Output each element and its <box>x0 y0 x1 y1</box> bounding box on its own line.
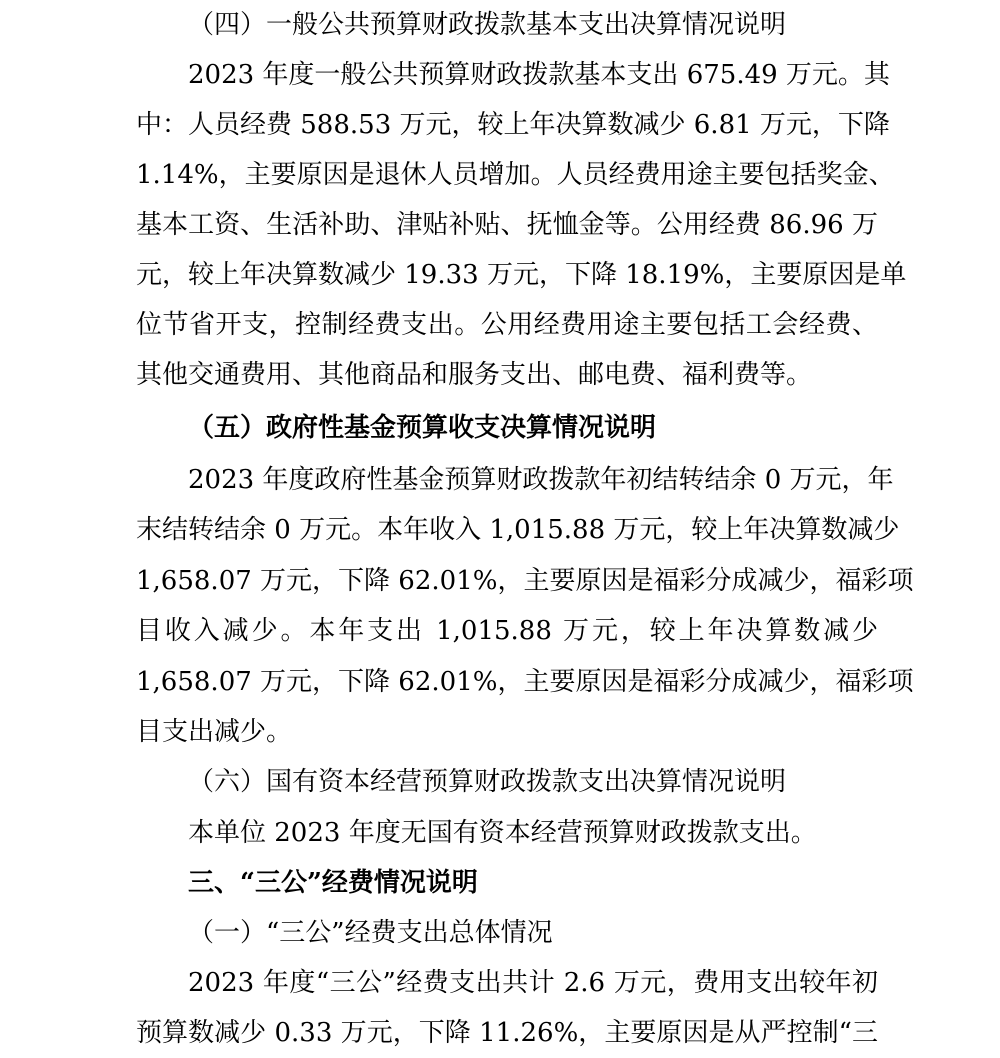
paragraph-line: 目收入减少。本年支出 1,015.88 万元，较上年决算数减少 <box>136 616 878 646</box>
paragraph-line: 1.14%，主要原因是退休人员增加。人员经费用途主要包括奖金、 <box>136 160 895 190</box>
paragraph-line: 位节省开支，控制经费支出。公用经费用途主要包括工会经费、 <box>136 310 878 340</box>
chapter-heading-3: 三、“三公”经费情况说明 <box>188 868 478 898</box>
paragraph-line: 1,658.07 万元，下降 62.01%，主要原因是福彩分成减少，福彩项 <box>136 667 914 697</box>
paragraph-line: 末结转结余 0 万元。本年收入 1,015.88 万元，较上年决算数减少 <box>136 515 900 545</box>
paragraph-line: 本单位 2023 年度无国有资本经营预算财政拨款支出。 <box>188 818 817 848</box>
paragraph-line: 元，较上年决算数减少 19.33 万元，下降 18.19%，主要原因是单 <box>136 260 907 290</box>
paragraph-line: 2023 年度“三公”经费支出共计 2.6 万元，费用支出较年初 <box>188 968 878 998</box>
paragraph-line: 2023 年度一般公共预算财政拨款基本支出 675.49 万元。其 <box>188 60 890 90</box>
paragraph-line: 2023 年度政府性基金预算财政拨款年初结转结余 0 万元，年 <box>188 465 894 495</box>
paragraph-line: 中：人员经费 588.53 万元，较上年决算数减少 6.81 万元，下降 <box>136 110 890 140</box>
paragraph-line: 其他交通费用、其他商品和服务支出、邮电费、福利费等。 <box>136 360 813 390</box>
paragraph-line: 预算数减少 0.33 万元，下降 11.26%，主要原因是从严控制“三 <box>136 1018 878 1048</box>
section-heading-5: （五）政府性基金预算收支决算情况说明 <box>188 413 657 443</box>
section-heading-4: （四）一般公共预算财政拨款基本支出决算情况说明 <box>188 10 787 40</box>
paragraph-line: 目支出减少。 <box>136 717 293 747</box>
section-heading-3-1: （一）“三公”经费支出总体情况 <box>188 918 553 948</box>
section-heading-6: （六）国有资本经营预算财政拨款支出决算情况说明 <box>188 767 787 797</box>
paragraph-line: 1,658.07 万元，下降 62.01%，主要原因是福彩分成减少，福彩项 <box>136 566 914 596</box>
paragraph-line: 基本工资、生活补助、津贴补贴、抚恤金等。公用经费 86.96 万 <box>136 210 878 240</box>
